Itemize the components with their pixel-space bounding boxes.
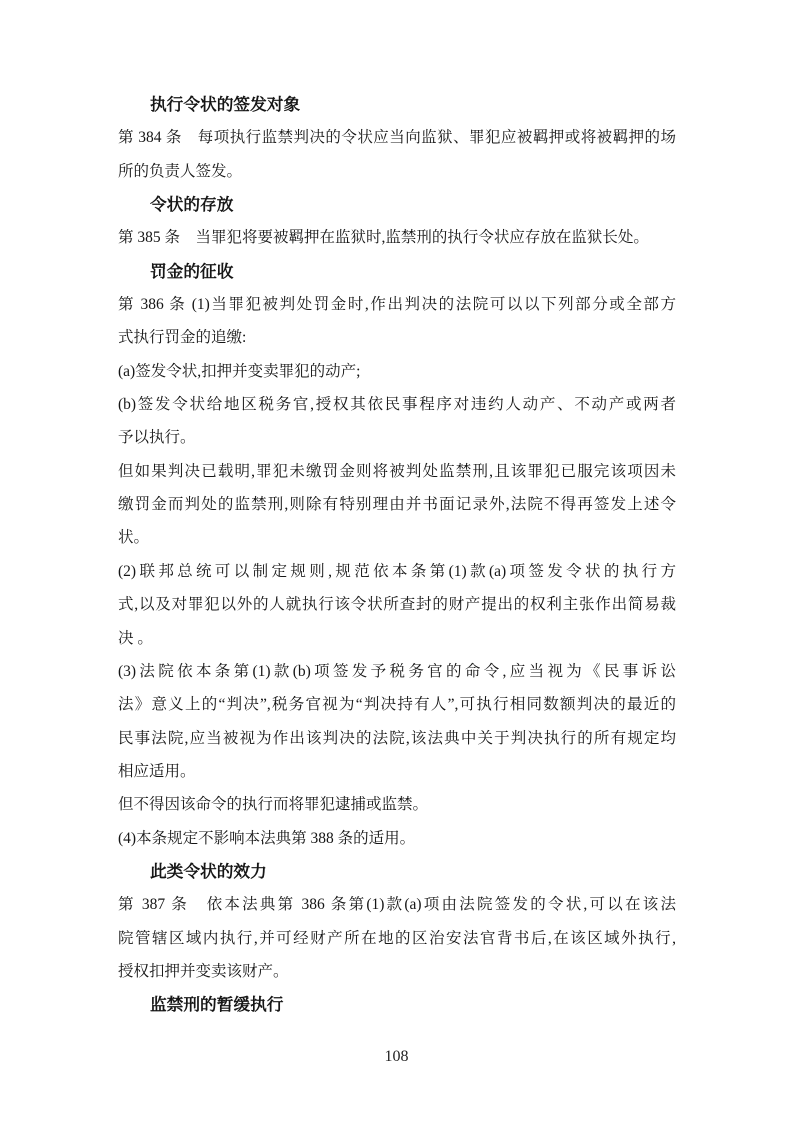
section-heading: 罚金的征收 [150,261,234,281]
text-line: 第 387 条 依本法典第 386 条第(1)款(a)项由法院签发的令状,可以在该法 [118,896,676,914]
text-line: 第 384 条 每项执行监禁判决的令状应当向监狱、罪犯应被羁押或将被羁押的场 [118,129,676,147]
text-line: 但如果判决已载明,罪犯未缴罚金则将被判处监禁刑,且该罪犯已服完该项因未 [118,462,676,480]
page-number: 108 [384,1048,409,1065]
text-line: 式,以及对罪犯以外的人就执行该令状所查封的财产提出的权利主张作出简易裁 [118,596,676,614]
text-line: 但不得因该命令的执行而将罪犯逮捕或监禁。 [118,796,429,814]
document-content [118,88,676,1022]
text-line: (2)联邦总统可以制定规则,规范依本条第(1)款(a)项签发令状的执行方 [118,562,676,580]
text-line: 法》意义上的“判决”,税务官视为“判决持有人”,可执行相同数额判决的最近的 [118,696,676,714]
text-line: 状。 [118,529,150,547]
text-line: 授权扣押并变卖该财产。 [118,962,289,980]
text-line: 民事法院,应当被视为作出该判决的法院,该法典中关于判决执行的所有规定均 [118,729,676,747]
text-line: 予以执行。 [118,429,196,447]
text-line: 院管辖区域内执行,并可经财产所在地的区治安法官背书后,在该区域外执行, [118,929,676,947]
text-line: 所的负责人签发。 [118,162,243,180]
text-line: 第 386 条 (1)当罪犯被判处罚金时,作出判决的法院可以以下列部分或全部方 [118,296,676,314]
text-line: (a)签发令状,扣押并变卖罪犯的动产; [118,362,361,380]
text-line: (4)本条规定不影响本法典第 388 条的适用。 [118,829,416,847]
text-line: (b)签发令状给地区税务官,授权其依民事程序对违约人动产、不动产或两者 [118,396,676,414]
text-line: 缴罚金而判处的监禁刑,则除有特别理由并书面记录外,法院不得再签发上述令 [118,496,676,514]
section-heading: 此类令状的效力 [150,861,267,881]
section-heading: 执行令状的签发对象 [150,95,301,114]
text-line: 式执行罚金的追缴: [118,329,247,347]
text-line: 第 385 条 当罪犯将要被羁押在监狱时,监禁刑的执行令状应存放在监狱长处。 [118,229,649,247]
text-line: 相应适用。 [118,762,196,780]
text-line: (3)法院依本条第(1)款(b)项签发予税务官的命令,应当视为《民事诉讼 [118,662,676,680]
text-line: 决 。 [118,629,153,647]
section-heading: 令状的存放 [150,195,234,215]
section-heading: 监禁刑的暂缓执行 [150,995,284,1015]
